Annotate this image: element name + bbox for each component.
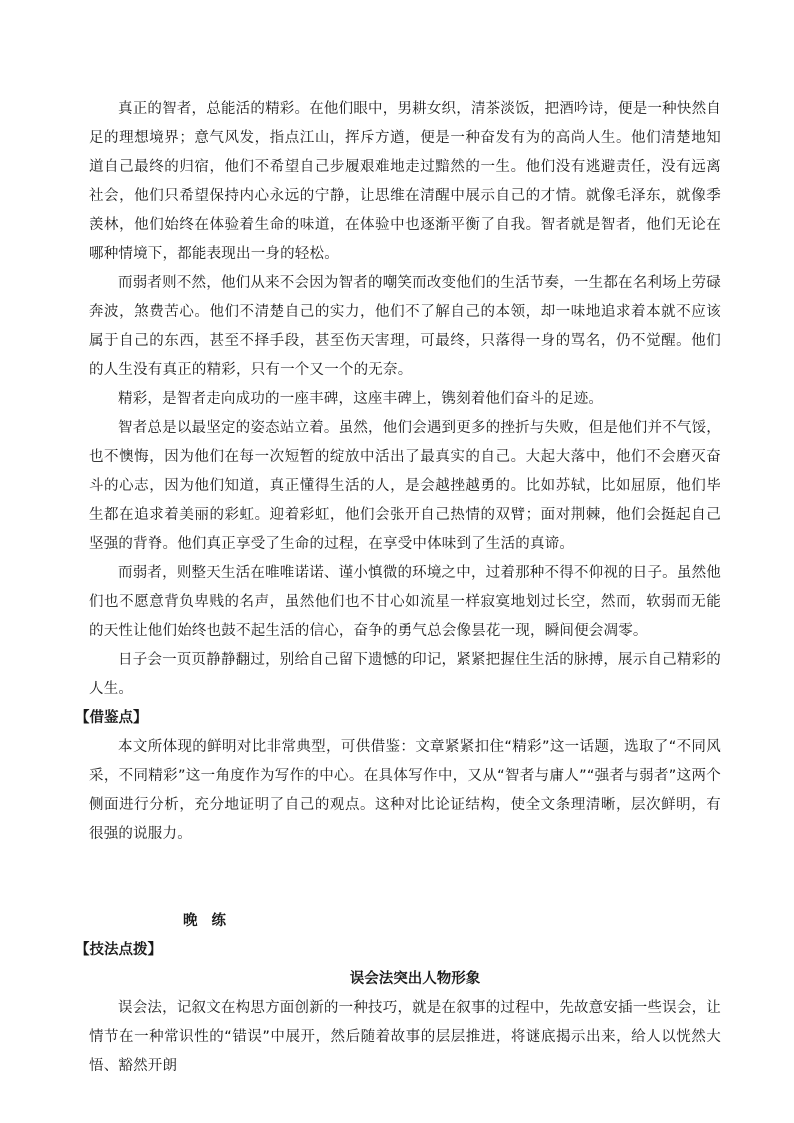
document-content: [75, 95, 721, 1081]
essay-paragraph-1: 真正的智者，总能活的精彩。在他们眼中，男耕女织，清茶淡饭，把酒吟诗，便是一种快然自足的理想境界；意气风发，指点江山，挥斥方遒，便是一种奋发有为的高尚人生。他们清楚地知道自己最终的归宿，他们不希望自己步履艰难地走过黯然的一生。他们没有逃避责任，没有远离社会，他们只希望保持内心永远的宁静，让思维在清醒中展示自己的才情。就像毛泽东，就像季羡林，他们始终在体验着生命的味道，在体验中也逐渐平衡了自我。智者就是智者，他们无论在哪种情境下，都能表现出一身的轻松。: [89, 101, 721, 262]
section-spacer: [89, 849, 721, 907]
essay-paragraph-5: 而弱者，则整天生活在唯唯诺诺、谨小慎微的环境之中，过着那种不得不仰视的日子。虽然他们也不愿意背负卑贱的名声，虽然他们也不甘心如流星一样寂寞地划过长空，然而，软弱而无能的天性让他们始终也鼓不起生活的信心，奋争的勇气总会像昙花一现，瞬间便会凋零。: [89, 565, 721, 639]
essay-paragraph-3: 精彩，是智者走向成功的一座丰碑，这座丰碑上，镌刻着他们奋斗的足迹。: [118, 391, 604, 407]
essay-paragraph-2: 而弱者则不然，他们从来不会因为智者的嘲笑而改变他们的生活节奏，一生都在名利场上劳碌奔波，煞费苦心。他们不清楚自己的实力，他们不了解自己的本领，却一味地追求着本就不应该属于自己的东西，甚至不择手段，甚至伤天害理，可最终，只落得一身的骂名，仍不觉醒。他们的人生没有真正的精彩，只有一个又一个的无奈。: [89, 275, 721, 378]
technique-text: 误会法，记叙文在构思方面创新的一种技巧，就是在叙事的过程中，先故意安插一些误会，让情节在一种常识性的“错误”中展开，然后随着故事的层层推进，将谜底揭示出来，给人以恍然大悟、豁然开朗: [89, 1000, 721, 1074]
technique-heading: 【技法点拨】: [75, 942, 162, 958]
essay-paragraph-4: 智者总是以最坚定的姿态站立着。虽然，他们会遇到更多的挫折与失败，但是他们并不气馁，也不懊悔，因为他们在每一次短暂的绽放中活出了最真实的自己。大起大落中，他们不会磨灭奋斗的心志，因为他们知道，真正懂得生活的人，是会越挫越勇的。比如苏轼，比如屈原，他们毕生都在追求着美丽的彩虹。迎着彩虹，他们会张开自己热情的双臂；面对荆棘，他们会挺起自己坚强的背脊。他们真正享受了生命的过程，在享受中体味到了生活的真谛。: [89, 420, 721, 552]
jiejiandian-heading: 【借鉴点】: [75, 710, 148, 726]
technique-subtitle: 误会法突出人物形象: [349, 971, 481, 987]
jiejiandian-text: 本文所体现的鲜明对比非常典型，可供借鉴：文章紧紧扣住“精彩”这一话题，选取了“不同风采，不同精彩”这一角度作为写作的中心。在具体写作中，又从“智者与庸人”“强者与弱者”这两个侧面进行分析，充分地证明了自己的观点。这种对比论证结构，使全文条理清晰，层次鲜明，有很强的说服力。: [89, 739, 721, 842]
essay-paragraph-6: 日子会一页页静静翻过，别给自己留下遗憾的印记，紧紧把握住生活的脉搏，展示自己精彩的人生。: [89, 652, 721, 697]
wanlian-title: 晚练: [183, 913, 240, 929]
